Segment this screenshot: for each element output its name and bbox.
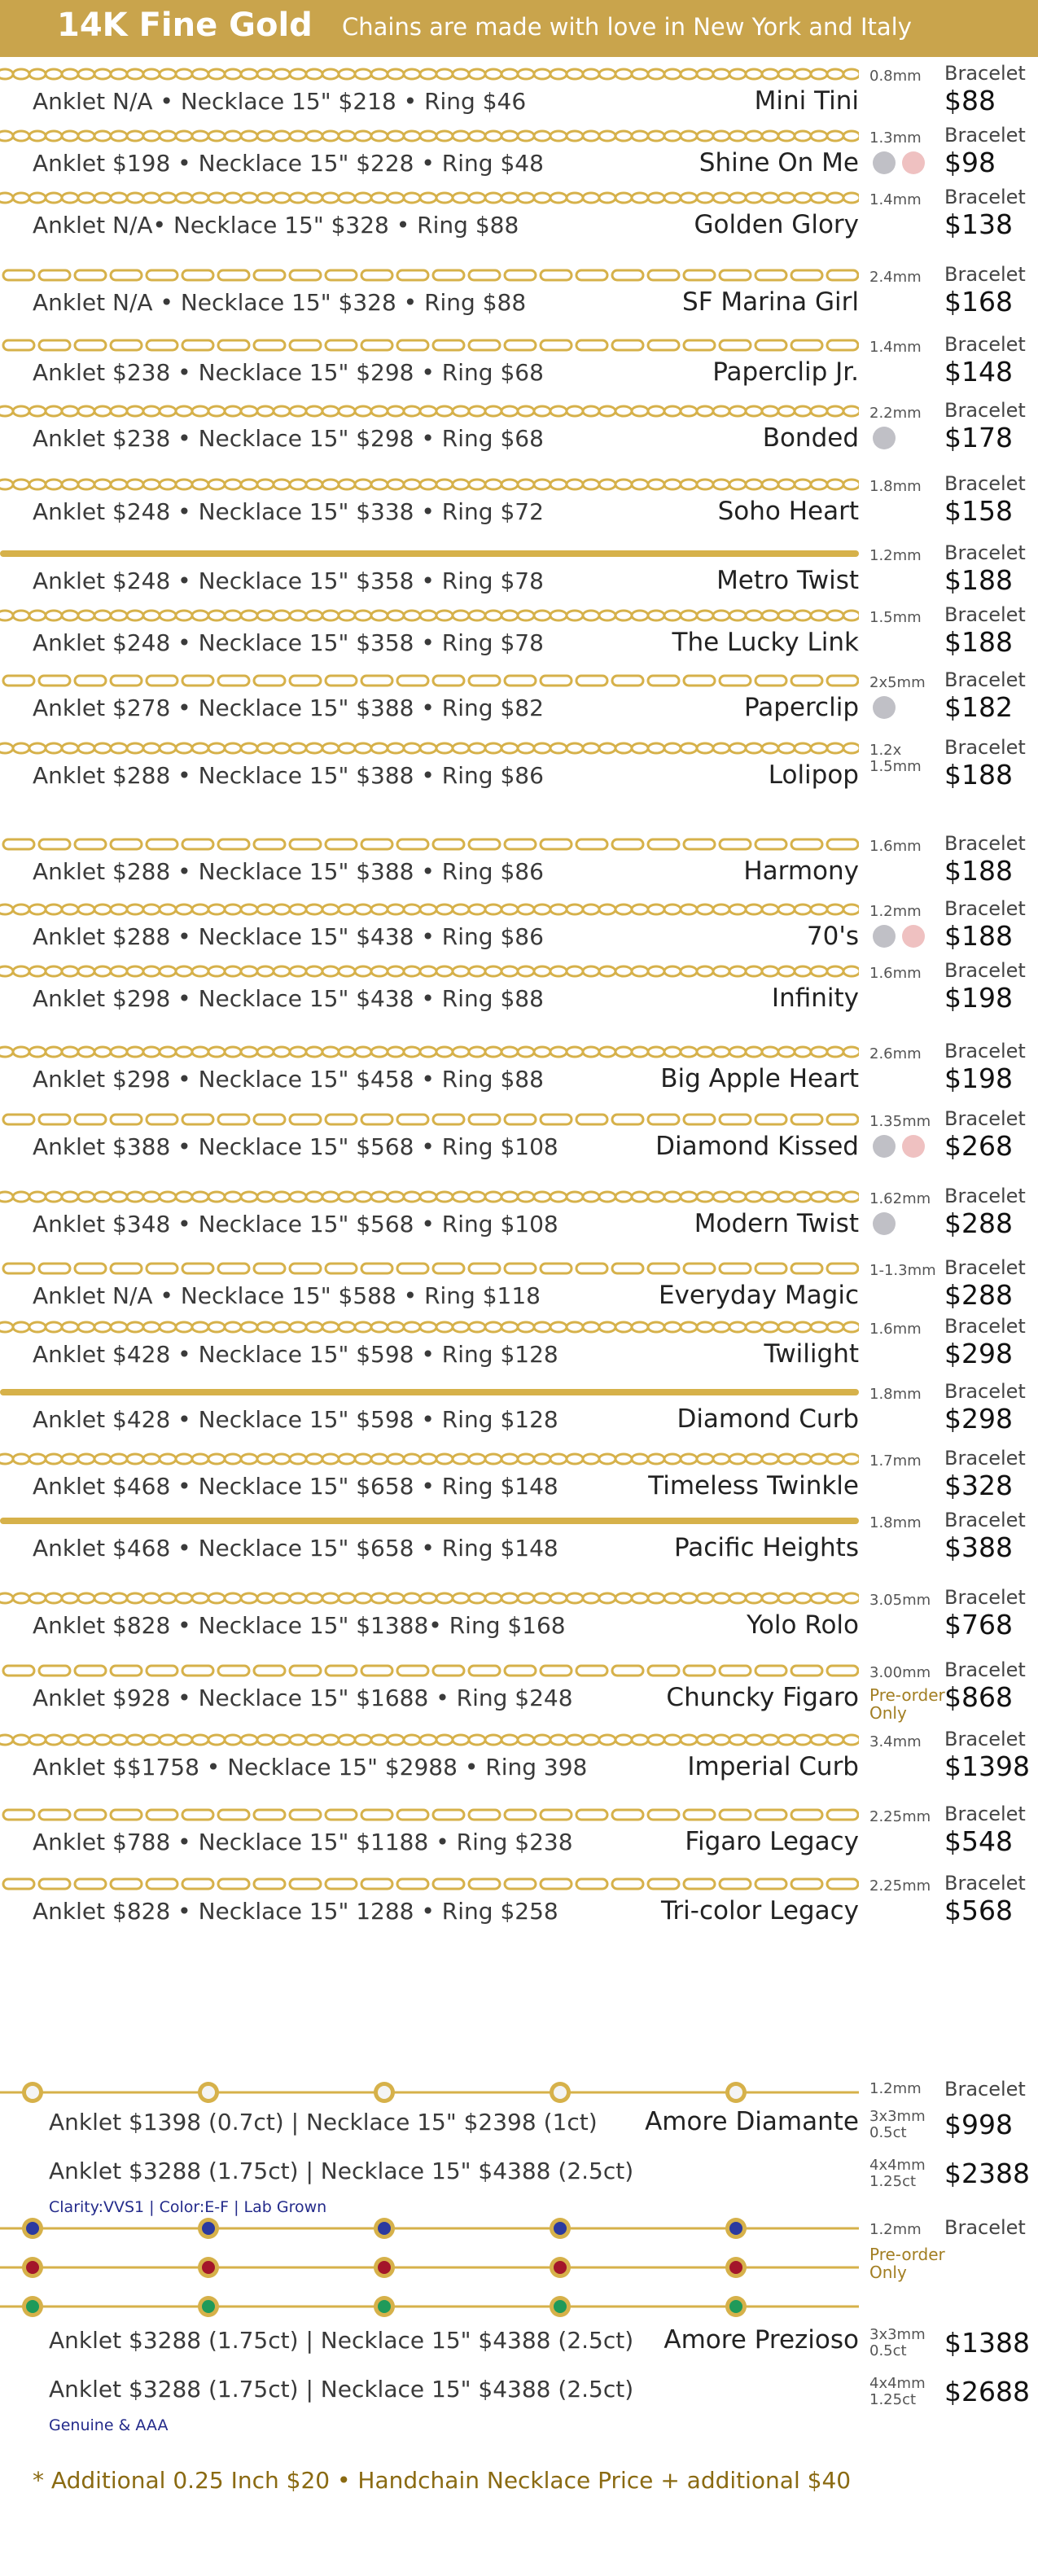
chain-image [0, 835, 859, 853]
prezioso-name: Amore Prezioso [664, 2325, 859, 2355]
chain-size: 1.2x 1.5mm [869, 742, 922, 776]
chain-image [0, 402, 859, 420]
silver-swatch-icon [873, 151, 896, 174]
chain-specs: Anklet $468 • Necklace 15" $658 • Ring $148 [33, 1472, 558, 1500]
diamante-clarity-note: Clarity:VVS1 | Color:E-F | Lab Grown [49, 2198, 327, 2216]
chain-name: Shine On Me [699, 148, 859, 177]
preorder-note: Pre-order Only [869, 1684, 945, 1723]
bracelet-label: Bracelet [944, 1379, 1026, 1403]
chain-image [0, 1260, 859, 1277]
chain-image [0, 1662, 859, 1680]
chain-name: Everyday Magic [658, 1280, 859, 1310]
chain-name: Figaro Legacy [685, 1826, 859, 1856]
chain-image [0, 336, 859, 354]
prezioso-chain-ruby [0, 2255, 859, 2280]
chain-size: 1.6mm [869, 838, 922, 856]
bracelet-price: $168 [944, 286, 1013, 318]
chain-name: SF Marina Girl [682, 287, 859, 317]
chain-image [0, 1450, 859, 1468]
chain-name: Pacific Heights [673, 1532, 859, 1562]
chain-specs: Anklet $928 • Necklace 15" $1688 • Ring $248 [33, 1684, 573, 1711]
bracelet-label: Bracelet [944, 263, 1026, 286]
chain-size: 1.62mm [869, 1190, 931, 1208]
chain-size: 1.5mm [869, 609, 922, 626]
chain-specs: Anklet $828 • Necklace 15" 1288 • Ring $258 [33, 1898, 558, 1925]
diamante-chain-image [0, 2080, 859, 2105]
bracelet-price: $298 [944, 1402, 1013, 1435]
silver-swatch-icon [873, 925, 896, 948]
chain-size: 1.2mm [869, 903, 922, 920]
metal-swatches [873, 1135, 931, 1158]
prezioso-size: 1.2mm [869, 2221, 922, 2238]
bracelet-label: Bracelet [944, 897, 1026, 920]
chain-name: Paperclip [743, 692, 859, 722]
diamante-price-1: $998 [944, 2109, 1013, 2140]
bracelet-label: Bracelet [944, 1658, 1026, 1681]
chain-name: 70's [806, 922, 859, 951]
bracelet-label: Bracelet [944, 959, 1026, 982]
chain-specs: Anklet $348 • Necklace 15" $568 • Ring $108 [33, 1211, 558, 1238]
bracelet-label: Bracelet [944, 736, 1026, 760]
bracelet-label: Bracelet [944, 1446, 1026, 1470]
bracelet-price: $188 [944, 564, 1013, 596]
chain-size: 1.7mm [869, 1452, 922, 1470]
chain-size: 2.6mm [869, 1045, 922, 1062]
bracelet-label: Bracelet [944, 1508, 1026, 1531]
bracelet-price: $198 [944, 1062, 1013, 1094]
bracelet-label: Bracelet [944, 1255, 1026, 1279]
bracelet-label: Bracelet [944, 668, 1026, 691]
bracelet-price: $98 [944, 147, 996, 178]
chain-size: 1.2mm [869, 547, 922, 564]
bracelet-price: $548 [944, 1825, 1013, 1857]
diamante-size-4x4: 4x4mm 1.25ct [869, 2157, 926, 2190]
bracelet-label: Bracelet [944, 832, 1026, 856]
bracelet-label: Bracelet [944, 1107, 1026, 1131]
bracelet-label: Bracelet [944, 124, 1026, 147]
chain-size: 1.3mm [869, 129, 922, 147]
bracelet-price: $158 [944, 494, 1013, 527]
chain-image [0, 266, 859, 284]
chain-name: Lolipop [768, 760, 859, 791]
bracelet-label: Bracelet [944, 399, 1026, 423]
chain-image [0, 1589, 859, 1607]
bracelet-price: $188 [944, 759, 1013, 791]
chain-size: 1.8mm [869, 1514, 922, 1531]
chain-name: Diamond Curb [677, 1404, 859, 1434]
chain-specs: Anklet $468 • Necklace 15" $658 • Ring $148 [33, 1534, 558, 1562]
chain-name: Golden Glory [694, 210, 859, 239]
chain-specs: Anklet N/A • Necklace 15" $588 • Ring $118 [33, 1281, 541, 1309]
chain-specs: Anklet $428 • Necklace 15" $598 • Ring $128 [33, 1341, 558, 1368]
chain-name: Harmony [743, 856, 859, 887]
bracelet-label: Bracelet [944, 1872, 1026, 1895]
chain-image [0, 607, 859, 624]
chain-specs: Anklet $198 • Necklace 15" $228 • Ring $48 [33, 150, 544, 177]
prezioso-chain-sapphire [0, 2216, 859, 2241]
bracelet-price: $868 [944, 1680, 1013, 1713]
bracelet-price: $1398 [944, 1750, 1030, 1783]
prezioso-line2: Anklet $3288 (1.75ct) | Necklace 15" $4388 (2.5ct) [49, 2376, 634, 2403]
page-subtitle: Chains are made with love in New York and Italy [342, 13, 912, 41]
bracelet-price: $298 [944, 1338, 1013, 1369]
bracelet-label: Bracelet [944, 541, 1026, 564]
prezioso-size-4x4: 4x4mm 1.25ct [869, 2375, 926, 2408]
bracelet-price: $188 [944, 920, 1013, 952]
chain-image [0, 127, 859, 145]
bracelet-price: $188 [944, 626, 1013, 658]
chain-image [0, 1043, 859, 1061]
chain-name: Timeless Twinkle [648, 1470, 859, 1500]
bracelet-price: $188 [944, 855, 1013, 887]
bracelet-label: Bracelet [944, 1728, 1026, 1751]
bracelet-price: $198 [944, 982, 1013, 1014]
bracelet-price: $768 [944, 1608, 1013, 1641]
diamante-line2: Anklet $3288 (1.75ct) | Necklace 15" $4388 (2.5ct) [49, 2158, 634, 2184]
chain-size: 2x5mm [869, 673, 926, 691]
chain-image [0, 1512, 859, 1530]
chain-specs: Anklet $238 • Necklace 15" $298 • Ring $68 [33, 425, 544, 453]
chain-specs: Anklet $388 • Necklace 15" $568 • Ring $108 [33, 1133, 558, 1161]
metal-swatches [873, 1212, 902, 1235]
bracelet-label: Bracelet [944, 1039, 1026, 1062]
chain-name: Soho Heart [717, 496, 859, 526]
chain-specs: Anklet $248 • Necklace 15" $358 • Ring $78 [33, 567, 544, 594]
chain-name: Mini Tini [754, 86, 859, 116]
chain-size: 1.6mm [869, 965, 922, 982]
chain-size: 1.6mm [869, 1321, 922, 1338]
chain-image [0, 1875, 859, 1893]
chain-specs: Anklet $298 • Necklace 15" $458 • Ring $88 [33, 1065, 544, 1093]
metal-swatches [873, 696, 902, 719]
chain-image [0, 1383, 859, 1401]
prezioso-preorder: Pre-order Only [869, 2245, 945, 2282]
bracelet-price: $288 [944, 1278, 1013, 1311]
chain-specs: Anklet $238 • Necklace 15" $298 • Ring $68 [33, 358, 544, 386]
chain-name: Imperial Curb [687, 1752, 859, 1782]
chain-image [0, 1806, 859, 1824]
chain-size: 1.8mm [869, 477, 922, 495]
bracelet-label: Bracelet [944, 603, 1026, 626]
chain-name: Metro Twist [716, 566, 859, 595]
rose-swatch-icon [902, 925, 925, 948]
chain-specs: Anklet N/A• Necklace 15" $328 • Ring $88 [33, 212, 519, 239]
bracelet-price: $328 [944, 1469, 1013, 1501]
chain-size: 1.4mm [869, 338, 922, 356]
chain-image [0, 1188, 859, 1206]
bracelet-price: $388 [944, 1531, 1013, 1563]
chain-name: Diamond Kissed [655, 1132, 859, 1162]
prezioso-price-2: $2688 [944, 2376, 1030, 2407]
bracelet-label: Bracelet [944, 332, 1026, 356]
bracelet-label: Bracelet [944, 1802, 1026, 1825]
chain-name: Twilight [764, 1339, 859, 1369]
chain-image [0, 900, 859, 918]
footer-note: * Additional 0.25 Inch $20 • Handchain Necklace Price + additional $40 [33, 2467, 852, 2494]
chain-specs: Anklet $428 • Necklace 15" $598 • Ring $128 [33, 1405, 558, 1433]
chain-image [0, 1111, 859, 1128]
bracelet-price: $182 [944, 690, 1013, 723]
chain-image [0, 1731, 859, 1749]
chain-image [0, 1318, 859, 1336]
metal-swatches [873, 925, 931, 948]
prezioso-line1: Anklet $3288 (1.75ct) | Necklace 15" $4388 (2.5ct) [49, 2327, 634, 2354]
chain-size: 0.8mm [869, 68, 922, 85]
chain-image [0, 962, 859, 980]
prezioso-genuine-note: Genuine & AAA [49, 2416, 169, 2434]
diamante-line1: Anklet $1398 (0.7ct) | Necklace 15" $2398 (1ct) [49, 2109, 598, 2136]
bracelet-price: $88 [944, 85, 996, 116]
bracelet-label: Bracelet [944, 1585, 1026, 1609]
chain-size: 1-1.3mm [869, 1261, 936, 1279]
chain-size: 2.25mm [869, 1807, 931, 1825]
chain-image [0, 189, 859, 207]
chain-name: Tri-color Legacy [661, 1896, 859, 1925]
chain-specs: Anklet $248 • Necklace 15" $358 • Ring $78 [33, 629, 544, 656]
bracelet-price: $268 [944, 1130, 1013, 1163]
rose-swatch-icon [902, 1135, 925, 1158]
diamante-size: 1.2mm [869, 2080, 922, 2097]
chain-specs: Anklet $828 • Necklace 15" $1388• Ring $168 [33, 1611, 566, 1639]
bracelet-price: $138 [944, 208, 1013, 240]
chain-name: Yolo Rolo [747, 1610, 859, 1640]
chain-image [0, 475, 859, 493]
prezioso-bracelet-label: Bracelet [944, 2216, 1026, 2239]
bracelet-label: Bracelet [944, 1185, 1026, 1208]
chain-specs: Anklet $288 • Necklace 15" $438 • Ring $86 [33, 923, 544, 950]
metal-swatches [873, 151, 931, 174]
header-banner [0, 0, 1038, 57]
chain-size: 3.4mm [869, 1733, 922, 1751]
bracelet-price: $288 [944, 1207, 1013, 1240]
chain-image [0, 545, 859, 563]
page-title: 14K Fine Gold [57, 7, 313, 44]
chain-specs: Anklet $298 • Necklace 15" $438 • Ring $88 [33, 985, 544, 1012]
silver-swatch-icon [873, 427, 896, 449]
chain-image [0, 739, 859, 757]
chain-size: 1.35mm [869, 1113, 931, 1131]
silver-swatch-icon [873, 1135, 896, 1158]
diamante-price-2: $2388 [944, 2158, 1030, 2189]
chain-specs: Anklet $788 • Necklace 15" $1188 • Ring $238 [33, 1828, 573, 1855]
rose-swatch-icon [902, 151, 925, 174]
diamante-bracelet-label: Bracelet [944, 2078, 1026, 2101]
diamante-size-3x3: 3x3mm 0.5ct [869, 2108, 926, 2141]
chain-image [0, 65, 859, 83]
chain-specs: Anklet $288 • Necklace 15" $388 • Ring $86 [33, 762, 544, 790]
bracelet-price: $568 [944, 1895, 1013, 1926]
bracelet-price: $178 [944, 422, 1013, 454]
chain-name: Paperclip Jr. [712, 357, 859, 387]
chain-name: Infinity [771, 984, 859, 1013]
prezioso-chain-emerald [0, 2294, 859, 2319]
chain-size: 2.25mm [869, 1877, 931, 1895]
silver-swatch-icon [873, 696, 896, 719]
chain-size: 3.00mm [869, 1663, 931, 1681]
chain-size: 3.05mm [869, 1591, 931, 1609]
chain-size: 1.8mm [869, 1385, 922, 1403]
bracelet-price: $148 [944, 355, 1013, 388]
metal-swatches [873, 427, 902, 449]
chain-specs: Anklet $$1758 • Necklace 15" $2988 • Ring 398 [33, 1754, 588, 1781]
chain-specs: Anklet $288 • Necklace 15" $388 • Ring $86 [33, 858, 544, 886]
chain-name: Modern Twist [694, 1209, 859, 1239]
chain-specs: Anklet $278 • Necklace 15" $388 • Ring $82 [33, 694, 544, 721]
bracelet-label: Bracelet [944, 186, 1026, 208]
chain-name: The Lucky Link [672, 628, 859, 657]
chain-name: Bonded [762, 423, 859, 453]
chain-name: Big Apple Heart [660, 1063, 859, 1093]
chain-specs: Anklet N/A • Necklace 15" $218 • Ring $46 [33, 88, 527, 115]
chain-specs: Anklet $248 • Necklace 15" $338 • Ring $72 [33, 497, 544, 525]
bracelet-label: Bracelet [944, 62, 1026, 85]
chain-image [0, 672, 859, 690]
diamante-name: Amore Diamante [645, 2107, 859, 2136]
chain-specs: Anklet N/A • Necklace 15" $328 • Ring $88 [33, 289, 527, 316]
chain-size: 2.2mm [869, 405, 922, 423]
bracelet-label: Bracelet [944, 1315, 1026, 1338]
chain-size: 2.4mm [869, 269, 922, 286]
prezioso-size-3x3: 3x3mm 0.5ct [869, 2326, 926, 2359]
silver-swatch-icon [873, 1212, 896, 1235]
prezioso-price-1: $1388 [944, 2327, 1030, 2359]
bracelet-label: Bracelet [944, 471, 1026, 495]
chain-name: Chuncky Figaro [666, 1682, 859, 1712]
chain-size: 1.4mm [869, 191, 922, 208]
